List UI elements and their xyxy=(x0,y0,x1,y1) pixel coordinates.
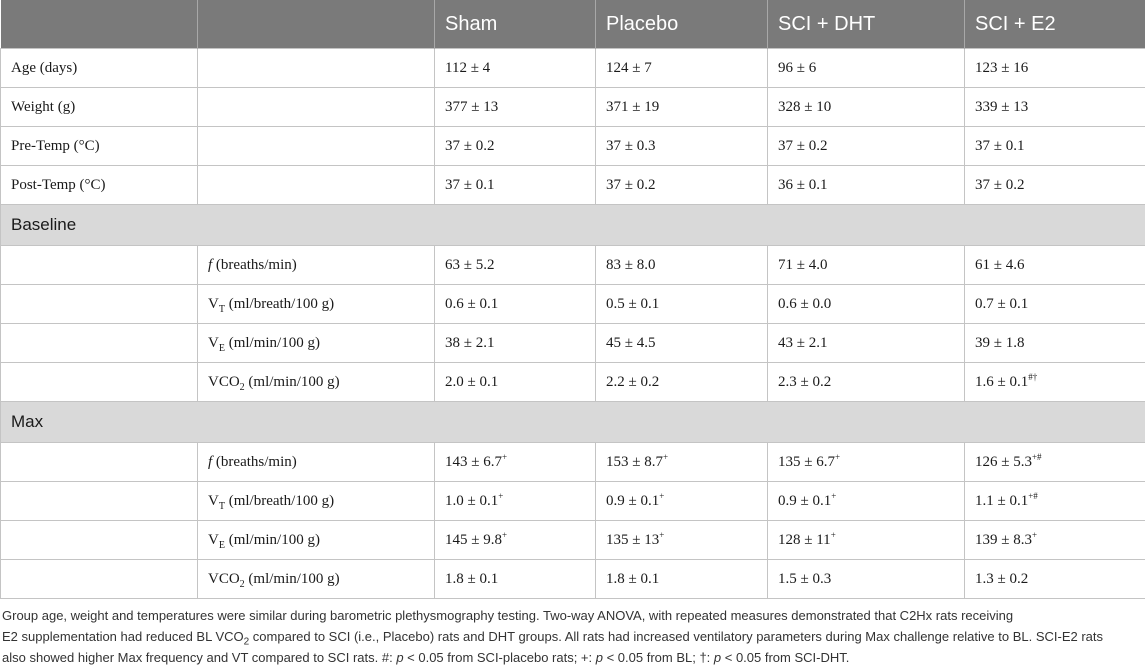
table-cell: 36 ± 0.1 xyxy=(768,166,965,205)
table-cell xyxy=(435,285,596,324)
cell-value: 0.6 ± 0.1 xyxy=(445,296,498,312)
footnote-line-3c: < 0.05 from BL; †: xyxy=(603,650,714,665)
table-cell xyxy=(768,324,965,363)
table-cell xyxy=(435,482,596,521)
empty-cell xyxy=(1,521,198,560)
empty-cell xyxy=(198,166,435,205)
cell-value: 145 ± 9.8 xyxy=(445,532,502,548)
header-cell-placebo: Placebo xyxy=(596,0,768,49)
table-cell xyxy=(768,443,965,482)
table-cell xyxy=(596,443,768,482)
cell-value: 2.0 ± 0.1 xyxy=(445,374,498,390)
empty-cell xyxy=(1,482,198,521)
table-row xyxy=(1,363,1145,402)
section-title: Max xyxy=(1,402,1145,443)
parameter-subscript: E xyxy=(219,343,225,354)
table-cell xyxy=(768,285,965,324)
header-row xyxy=(1,0,1145,49)
significance-marker: + xyxy=(835,452,840,462)
table-row xyxy=(1,246,1145,285)
significance-marker: + xyxy=(663,452,668,462)
table-cell xyxy=(435,246,596,285)
table-cell: 328 ± 10 xyxy=(768,88,965,127)
table-cell xyxy=(965,246,1145,285)
parameter-unit: (breaths/min) xyxy=(212,454,297,470)
empty-cell xyxy=(198,127,435,166)
cell-value: 45 ± 4.5 xyxy=(606,335,655,351)
cell-value: 83 ± 8.0 xyxy=(606,257,655,273)
parameter-label xyxy=(198,482,435,521)
row-label: Post-Temp (°C) xyxy=(1,166,198,205)
table-cell: 37 ± 0.2 xyxy=(965,166,1145,205)
table-row-pre-temp xyxy=(1,127,1145,166)
cell-value: 1.0 ± 0.1 xyxy=(445,493,498,509)
table-cell xyxy=(965,482,1145,521)
parameter-symbol: f xyxy=(208,454,212,470)
cell-value: 1.6 ± 0.1 xyxy=(975,374,1028,390)
cell-value: 0.9 ± 0.1 xyxy=(606,493,659,509)
footnote-line-2a: E2 supplementation had reduced BL VCO xyxy=(2,629,244,644)
footnote-subscript: 2 xyxy=(244,637,250,648)
cell-value: 1.8 ± 0.1 xyxy=(606,571,659,587)
table-row-weight xyxy=(1,88,1145,127)
table-row xyxy=(1,482,1145,521)
significance-marker: + xyxy=(502,452,507,462)
table-cell xyxy=(768,246,965,285)
empty-cell xyxy=(1,443,198,482)
table-row xyxy=(1,521,1145,560)
parameter-symbol: f xyxy=(208,257,212,273)
table-cell xyxy=(768,363,965,402)
cell-value: 61 ± 4.6 xyxy=(975,257,1024,273)
table-row xyxy=(1,443,1145,482)
table-cell: 37 ± 0.3 xyxy=(596,127,768,166)
footnote-line-2b: compared to SCI (i.e., Placebo) rats and DHT groups. All rats had increased ventilatory parameters during Max challenge relative to BL. SCI-E2 rats xyxy=(249,629,1103,644)
row-label: Pre-Temp (°C) xyxy=(1,127,198,166)
significance-marker: + xyxy=(1032,530,1037,540)
parameter-label xyxy=(198,246,435,285)
empty-cell xyxy=(198,88,435,127)
cell-value: 43 ± 2.1 xyxy=(778,335,827,351)
section-header-baseline xyxy=(1,205,1145,246)
section-header-max xyxy=(1,402,1145,443)
empty-cell xyxy=(1,560,198,599)
header-cell-sham: Sham xyxy=(435,0,596,49)
significance-marker: + xyxy=(502,530,507,540)
significance-marker: + xyxy=(831,530,836,540)
table-cell: 371 ± 19 xyxy=(596,88,768,127)
cell-value: 0.5 ± 0.1 xyxy=(606,296,659,312)
table-cell xyxy=(596,324,768,363)
cell-value: 139 ± 8.3 xyxy=(975,532,1032,548)
parameter-unit: (ml/min/100 g) xyxy=(225,335,320,351)
table-cell xyxy=(596,560,768,599)
cell-value: 1.5 ± 0.3 xyxy=(778,571,831,587)
cell-value: 128 ± 11 xyxy=(778,532,831,548)
table-cell xyxy=(768,560,965,599)
significance-marker: #† xyxy=(1028,372,1037,382)
footnote-line-3b: < 0.05 from SCI-placebo rats; +: xyxy=(404,650,596,665)
table-cell xyxy=(435,324,596,363)
table-cell xyxy=(435,521,596,560)
header-cell-sci-e2: SCI + E2 xyxy=(965,0,1145,49)
table-cell xyxy=(965,560,1145,599)
cell-value: 2.2 ± 0.2 xyxy=(606,374,659,390)
table-cell xyxy=(965,521,1145,560)
table-cell: 37 ± 0.2 xyxy=(768,127,965,166)
significance-marker: + xyxy=(498,491,503,501)
table-row xyxy=(1,560,1145,599)
table-footnote xyxy=(0,599,1137,668)
table-cell: 37 ± 0.1 xyxy=(435,166,596,205)
table-cell: 37 ± 0.1 xyxy=(965,127,1145,166)
table-cell xyxy=(768,521,965,560)
cell-value: 0.7 ± 0.1 xyxy=(975,296,1028,312)
cell-value: 0.6 ± 0.0 xyxy=(778,296,831,312)
table-cell xyxy=(596,363,768,402)
parameter-subscript: 2 xyxy=(240,382,245,393)
parameter-subscript: E xyxy=(219,540,225,551)
table-cell xyxy=(965,324,1145,363)
parameter-symbol: VCO xyxy=(208,374,240,390)
parameter-label xyxy=(198,285,435,324)
header-cell-sci-dht: SCI + DHT xyxy=(768,0,965,49)
table-cell: 377 ± 13 xyxy=(435,88,596,127)
table-cell: 37 ± 0.2 xyxy=(596,166,768,205)
empty-cell xyxy=(1,246,198,285)
table-row xyxy=(1,285,1145,324)
cell-value: 63 ± 5.2 xyxy=(445,257,494,273)
cell-value: 153 ± 8.7 xyxy=(606,454,663,470)
footnote-p-symbol: p xyxy=(596,650,603,665)
significance-marker: + xyxy=(659,530,664,540)
table-cell: 123 ± 16 xyxy=(965,49,1145,88)
parameter-symbol: V xyxy=(208,532,219,548)
empty-cell xyxy=(198,49,435,88)
parameter-unit: (ml/min/100 g) xyxy=(225,532,320,548)
table-cell xyxy=(965,363,1145,402)
row-label: Age (days) xyxy=(1,49,198,88)
table-cell xyxy=(435,560,596,599)
empty-cell xyxy=(1,285,198,324)
significance-marker: + xyxy=(831,491,836,501)
parameter-unit: (breaths/min) xyxy=(212,257,297,273)
table-cell xyxy=(596,521,768,560)
parameter-label xyxy=(198,443,435,482)
parameter-subscript: T xyxy=(219,304,225,315)
table-cell xyxy=(596,285,768,324)
cell-value: 0.9 ± 0.1 xyxy=(778,493,831,509)
parameter-symbol: V xyxy=(208,335,219,351)
footnote-line-3a: also showed higher Max frequency and VT compared to SCI rats. #: xyxy=(2,650,396,665)
parameter-subscript: T xyxy=(219,501,225,512)
significance-marker: +# xyxy=(1028,491,1038,501)
parameter-unit: (ml/breath/100 g) xyxy=(225,493,334,509)
footnote-line-3d: < 0.05 from SCI-DHT. xyxy=(721,650,849,665)
cell-value: 39 ± 1.8 xyxy=(975,335,1024,351)
parameter-unit: (ml/min/100 g) xyxy=(245,571,340,587)
header-cell-blank-2 xyxy=(198,0,435,49)
cell-value: 135 ± 13 xyxy=(606,532,659,548)
table-cell xyxy=(965,285,1145,324)
cell-value: 126 ± 5.3 xyxy=(975,454,1032,470)
parameter-label xyxy=(198,521,435,560)
parameter-unit: (ml/breath/100 g) xyxy=(225,296,334,312)
table-cell xyxy=(965,443,1145,482)
table-cell: 124 ± 7 xyxy=(596,49,768,88)
table-cell xyxy=(768,482,965,521)
cell-value: 38 ± 2.1 xyxy=(445,335,494,351)
parameter-symbol: VCO xyxy=(208,571,240,587)
table-cell: 96 ± 6 xyxy=(768,49,965,88)
row-label: Weight (g) xyxy=(1,88,198,127)
parameter-symbol: V xyxy=(208,296,219,312)
cell-value: 135 ± 6.7 xyxy=(778,454,835,470)
table-cell: 339 ± 13 xyxy=(965,88,1145,127)
footnote-line-1: Group age, weight and temperatures were similar during barometric plethysmography testing. Two-way ANOVA, with repeated measures demonstrated that C2Hx rats receiving xyxy=(2,608,1013,623)
cell-value: 1.1 ± 0.1 xyxy=(975,493,1028,509)
footnote-p-symbol: p xyxy=(396,650,403,665)
table-cell xyxy=(596,482,768,521)
empty-cell xyxy=(1,363,198,402)
table-cell: 112 ± 4 xyxy=(435,49,596,88)
cell-value: 71 ± 4.0 xyxy=(778,257,827,273)
cell-value: 1.3 ± 0.2 xyxy=(975,571,1028,587)
significance-marker: +# xyxy=(1032,452,1042,462)
cell-value: 1.8 ± 0.1 xyxy=(445,571,498,587)
table-cell xyxy=(596,246,768,285)
empty-cell xyxy=(1,324,198,363)
cell-value: 2.3 ± 0.2 xyxy=(778,374,831,390)
parameter-label xyxy=(198,363,435,402)
section-title: Baseline xyxy=(1,205,1145,246)
table-cell xyxy=(435,363,596,402)
section-baseline xyxy=(1,205,1145,402)
table-row-post-temp xyxy=(1,166,1145,205)
parameter-label xyxy=(198,560,435,599)
parameter-label xyxy=(198,324,435,363)
header-cell-blank-1 xyxy=(1,0,198,49)
parameter-unit: (ml/min/100 g) xyxy=(245,374,340,390)
table-row xyxy=(1,324,1145,363)
table-row-age xyxy=(1,49,1145,88)
table-cell xyxy=(435,443,596,482)
cell-value: 143 ± 6.7 xyxy=(445,454,502,470)
significance-marker: + xyxy=(659,491,664,501)
parameter-symbol: V xyxy=(208,493,219,509)
section-max xyxy=(1,402,1145,599)
footnote-p-symbol: p xyxy=(714,650,721,665)
parameter-subscript: 2 xyxy=(240,579,245,590)
table-cell: 37 ± 0.2 xyxy=(435,127,596,166)
